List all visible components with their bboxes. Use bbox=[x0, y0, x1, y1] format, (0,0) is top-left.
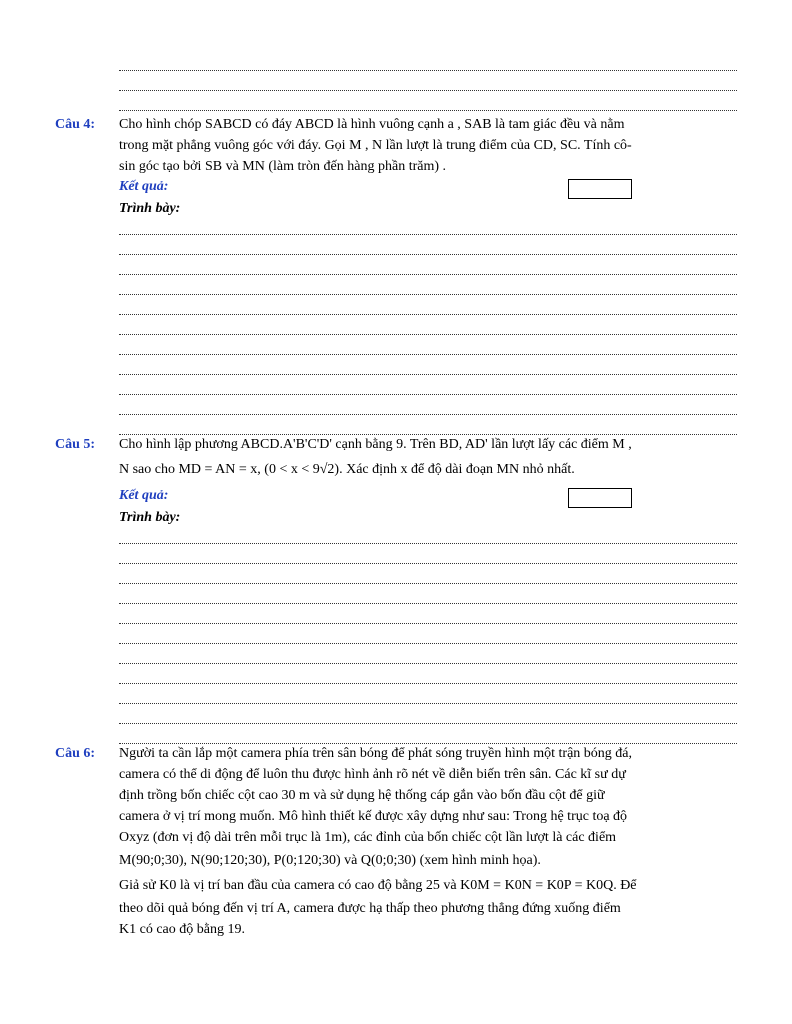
question-6-p1-line-6: M(90;0;30), N(90;120;30), P(0;120;30) và Q(0;0;30) (xem hình minh họa). bbox=[119, 853, 541, 868]
answer-line bbox=[119, 420, 737, 435]
answer-line bbox=[119, 280, 737, 295]
answer-line bbox=[119, 689, 737, 704]
answer-line bbox=[119, 549, 737, 564]
question-5-text bbox=[119, 434, 737, 480]
question-4-line-3: sin góc tạo bởi SB và MN (làm tròn đến hàng phần trăm) . bbox=[119, 159, 447, 174]
answer-line bbox=[119, 609, 737, 624]
answer-line bbox=[119, 240, 737, 255]
answer-line bbox=[119, 360, 737, 375]
question-6-p2-line-3: K1 có cao độ bằng 19. bbox=[119, 922, 245, 937]
answer-line bbox=[119, 569, 737, 584]
answer-line bbox=[119, 629, 737, 644]
answer-line bbox=[119, 669, 737, 684]
question-6-text bbox=[119, 743, 737, 940]
question-6-p1-line-1: Người ta cần lắp một camera phía trên sân bóng để phát sóng truyền hình một trận bóng đá, bbox=[119, 746, 633, 761]
answer-line bbox=[119, 529, 737, 544]
answer-line bbox=[119, 709, 737, 724]
answer-line bbox=[119, 340, 737, 355]
question-6-p2-line-1: Giả sử K0 là vị trí ban đầu của camera có cao độ bằng 25 và K0M = K0N = K0P = K0Q. Để bbox=[119, 878, 637, 893]
question-5-label: Câu 5: bbox=[55, 437, 96, 452]
answer-line bbox=[119, 76, 737, 91]
answer-line bbox=[119, 56, 737, 71]
question-5-line-1: Cho hình lập phương ABCD.A'B'C'D' cạnh bằng 9. Trên BD, AD' lần lượt lấy các điểm M , bbox=[119, 437, 632, 452]
question-4-answer-box[interactable] bbox=[568, 179, 632, 199]
answer-line bbox=[119, 96, 737, 111]
question-5-line-2: N sao cho MD = AN = x, (0 < x < 9√2). Xác định x để độ dài đoạn MN nhỏ nhất. bbox=[119, 462, 575, 477]
question-4-line-1: Cho hình chóp SABCD có đáy ABCD là hình vuông cạnh a , SAB là tam giác đều và nằm bbox=[119, 117, 625, 132]
answer-line bbox=[119, 320, 737, 335]
question-4-text bbox=[119, 114, 737, 177]
question-5-work-label: Trình bày: bbox=[119, 510, 181, 525]
answer-line bbox=[119, 260, 737, 275]
answer-line bbox=[119, 589, 737, 604]
question-6-p1-line-5: Oxyz (đơn vị độ dài trên mỗi trục là 1m), các đỉnh của bốn chiếc cột lần lượt là các điểm bbox=[119, 830, 617, 845]
answer-line bbox=[119, 649, 737, 664]
question-5-result-label: Kết quả: bbox=[119, 488, 169, 503]
answer-line bbox=[119, 300, 737, 315]
question-4-line-2: trong mặt phẳng vuông góc với đáy. Gọi M , N lần lượt là trung điểm của CD, SC. Tính cô- bbox=[119, 138, 632, 153]
question-4-label: Câu 4: bbox=[55, 117, 96, 132]
question-5-answer-box[interactable] bbox=[568, 488, 632, 508]
question-6-p1-line-3: định trồng bốn chiếc cột cao 30 m và sử dụng hệ thống cáp gắn vào bốn đầu cột để giữ bbox=[119, 788, 605, 803]
question-6-p2-line-2: theo dõi quả bóng đến vị trí A, camera được hạ thấp theo phương thẳng đứng xuống điểm bbox=[119, 901, 621, 916]
answer-line bbox=[119, 220, 737, 235]
question-4-work-label: Trình bày: bbox=[119, 201, 181, 216]
question-6-p1-line-2: camera có thể di động để luôn thu được hình ảnh rõ nét về diễn biến trên sân. Các kĩ sư dự bbox=[119, 767, 626, 782]
question-4-result-label: Kết quả: bbox=[119, 179, 169, 194]
answer-line bbox=[119, 729, 737, 744]
answer-line bbox=[119, 400, 737, 415]
question-6-label: Câu 6: bbox=[55, 746, 96, 761]
answer-line bbox=[119, 380, 737, 395]
question-6-p1-line-4: camera ở vị trí mong muốn. Mô hình thiết kế được xây dựng như sau: Trong hệ trục toạ độ bbox=[119, 809, 628, 824]
